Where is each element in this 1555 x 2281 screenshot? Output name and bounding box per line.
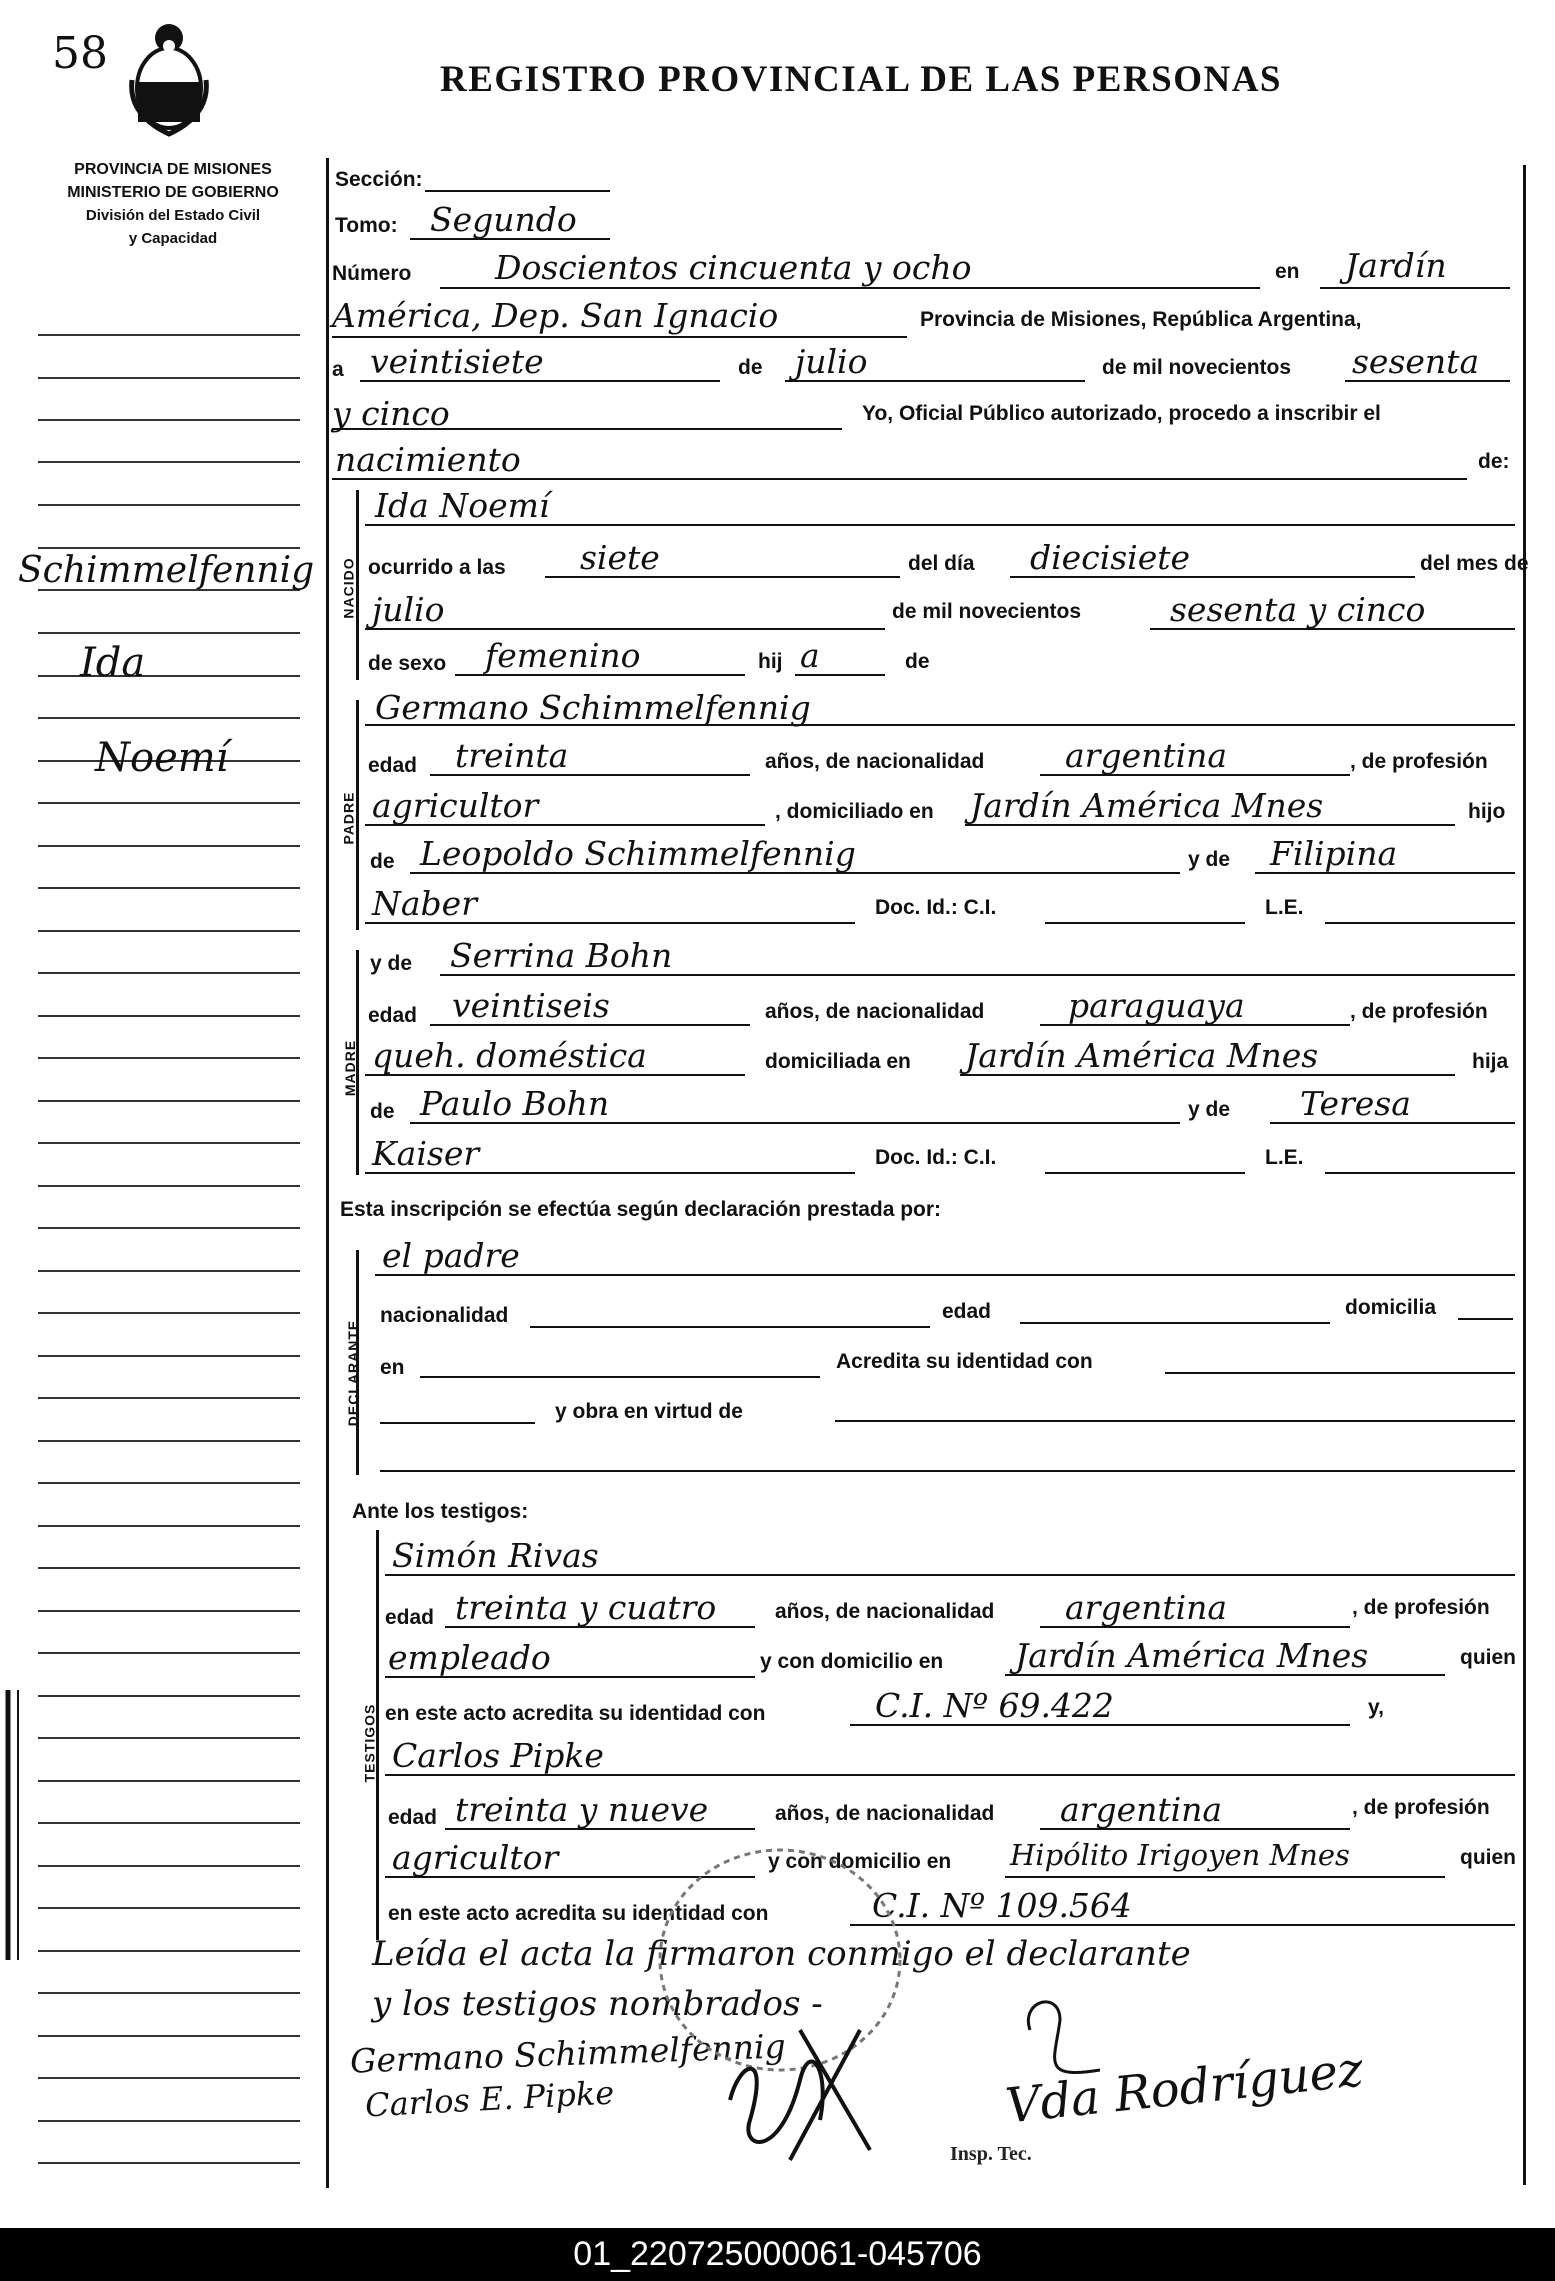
madre-de-label: de xyxy=(370,1100,395,1123)
numero-value: Doscientos cincuenta y ocho xyxy=(495,248,972,287)
madre-edad-value: veintiseis xyxy=(452,986,610,1025)
madre-edad-line xyxy=(430,1024,750,1026)
section-declarante: DECLARANTE xyxy=(345,1319,362,1427)
padre-nac-value: argentina xyxy=(1065,736,1228,775)
madre-doc-label: Doc. Id.: C.I. xyxy=(875,1146,997,1169)
t2-dom-label: y con domicilio en xyxy=(768,1850,952,1873)
decl-line3 xyxy=(380,1422,535,1424)
madre-prof-label: , de profesión xyxy=(1350,1000,1488,1023)
abuela-m2-value: Kaiser xyxy=(372,1134,480,1173)
org-line: MINISTERIO DE GOBIERNO xyxy=(67,184,279,201)
t1-prof-line xyxy=(385,1676,755,1678)
dia-line xyxy=(360,380,720,382)
del-dia-label: del día xyxy=(908,552,975,575)
del-mes-label: del mes de xyxy=(1420,552,1529,575)
padre-edad-value: treinta xyxy=(455,736,569,775)
mes-nac-value: julio xyxy=(372,590,445,629)
t1-ci-value: C.I. Nº 69.422 xyxy=(875,1686,1114,1725)
provincia-label: Provincia de Misiones, República Argentina, xyxy=(920,308,1362,331)
abuelo-m-value: Paulo Bohn xyxy=(420,1084,610,1123)
de-mil-nac-label: de mil novecientos xyxy=(892,600,1082,623)
t1-edad-line xyxy=(445,1626,755,1628)
margin-secondname: Noemí xyxy=(95,735,229,781)
nombre-line xyxy=(365,524,1515,526)
seccion-label: Sección: xyxy=(335,168,423,191)
ocurrido-label: ocurrido a las xyxy=(368,556,506,579)
t1-quien-label: quien xyxy=(1460,1646,1516,1669)
t1-nac-value: argentina xyxy=(1065,1588,1228,1627)
form-right-border xyxy=(1523,165,1526,2185)
de-mil-label: de mil novecientos xyxy=(1102,356,1292,379)
madre-line xyxy=(440,974,1515,976)
cierre-line1: Leída el acta la firmaron conmigo el declarante xyxy=(372,1934,1191,1974)
padre-nac-line xyxy=(1040,774,1350,776)
signature-declarante: Germano Schimmelfennig xyxy=(349,2026,787,2081)
signature-oficial: Vda Rodríguez xyxy=(1003,2041,1366,2135)
decl-en-label: en xyxy=(380,1356,405,1379)
domicilia-label: domicilia xyxy=(1345,1296,1437,1319)
lugar2-value: América, Dep. San Ignacio xyxy=(332,296,779,335)
ci-line xyxy=(1045,922,1245,924)
lugar-line xyxy=(1320,287,1510,289)
acto-line xyxy=(332,478,1467,480)
madre-nac-label: años, de nacionalidad xyxy=(765,1000,985,1023)
decl-dom-line xyxy=(1458,1318,1513,1320)
y-de-label: y de xyxy=(1188,848,1231,871)
padre-dom-line xyxy=(965,824,1455,826)
hora-value: siete xyxy=(580,538,660,577)
ante-testigos-label: Ante los testigos: xyxy=(352,1500,529,1523)
domiciliada-label: domiciliada en xyxy=(765,1050,911,1073)
de2-label: de xyxy=(905,650,930,673)
yo-oficial-label: Yo, Oficial Público autorizado, procedo a inscribir el xyxy=(862,402,1381,425)
hora-line xyxy=(545,576,900,578)
nacionalidad-label: nacionalidad xyxy=(380,1304,509,1327)
tomo-line xyxy=(410,238,610,240)
a-label: a xyxy=(332,358,344,381)
sexo-line xyxy=(455,674,745,676)
cierre-line2: y los testigos nombrados - xyxy=(372,1984,823,2024)
t1-edad-label: edad xyxy=(385,1606,435,1629)
section-testigos: TESTIGOS xyxy=(361,1703,378,1783)
t1-nac-line xyxy=(1040,1626,1350,1628)
padre-edad-label: edad xyxy=(368,754,418,777)
section-nacido: NACIDO xyxy=(340,557,357,619)
de-colon-label: de: xyxy=(1478,450,1510,473)
decl-line4 xyxy=(380,1470,1515,1472)
anio-nac-line xyxy=(1150,628,1515,630)
padre-line xyxy=(365,724,1515,726)
abuelo-value: Leopoldo Schimmelfennig xyxy=(420,834,856,873)
t2-value: Carlos Pipke xyxy=(392,1736,604,1775)
t1-prof-label: , de profesión xyxy=(1352,1596,1490,1619)
padre-edad-line xyxy=(430,774,750,776)
padre-de-label: de xyxy=(370,850,395,873)
t2-quien-label: quien xyxy=(1460,1846,1516,1869)
t2-nac-value: argentina xyxy=(1060,1790,1223,1829)
acredita-label: Acredita su identidad con xyxy=(836,1350,1093,1373)
madre-nac-line xyxy=(1040,1024,1350,1026)
anio1-value: sesenta xyxy=(1352,342,1480,381)
seal-and-scribbles xyxy=(500,1820,1400,2220)
mes-value: julio xyxy=(795,342,868,381)
y-coma-label: y, xyxy=(1368,1696,1384,1719)
decl-nac-line xyxy=(530,1326,930,1328)
t1-value: Simón Rivas xyxy=(392,1536,599,1575)
t1-acredita-label: en este acto acredita su identidad con xyxy=(385,1702,766,1725)
section-padre: PADRE xyxy=(340,791,357,845)
abuela2-line xyxy=(365,922,855,924)
tomo-label: Tomo: xyxy=(335,214,398,237)
abuela2-value: Naber xyxy=(372,884,477,923)
madre-y-de2-label: y de xyxy=(1188,1098,1231,1121)
anio2-line xyxy=(332,428,842,430)
page-number: 58 xyxy=(52,28,108,79)
hija-label: hija xyxy=(1472,1050,1509,1073)
obra-line xyxy=(835,1420,1515,1422)
doc-id-label: Doc. Id.: C.I. xyxy=(875,896,997,919)
domiciliado-label: , domiciliado en xyxy=(775,800,934,823)
t2-dom-value: Hipólito Irigoyen Mnes xyxy=(1010,1838,1350,1872)
madre-prof-line xyxy=(365,1074,745,1076)
madre-dom-line xyxy=(960,1074,1455,1076)
acto-value: nacimiento xyxy=(335,440,521,479)
le-line xyxy=(1325,922,1515,924)
t1-ci-line xyxy=(850,1724,1350,1726)
abuela1-value: Filipina xyxy=(1270,834,1398,873)
madre-nac-value: paraguaya xyxy=(1068,986,1245,1025)
numero-line xyxy=(440,287,1260,289)
t2-line xyxy=(385,1774,1515,1776)
le-label: L.E. xyxy=(1265,896,1304,919)
lugar2-line xyxy=(332,336,907,338)
nombre-value: Ida Noemí xyxy=(375,486,550,525)
padre-prof-label: , de profesión xyxy=(1350,750,1488,773)
mes-nac-line xyxy=(365,628,885,630)
t2-edad-label: edad xyxy=(388,1806,438,1829)
margin-lines xyxy=(0,0,330,2228)
anio1-line xyxy=(1345,380,1510,382)
decl-edad-line xyxy=(1020,1322,1330,1324)
t2-edad-value: treinta y nueve xyxy=(455,1790,709,1829)
abuelo-line xyxy=(410,872,1180,874)
t1-dom-label: y con domicilio en xyxy=(760,1650,944,1673)
signature-testigo: Carlos E. Pipke xyxy=(364,2073,616,2125)
page-title: REGISTRO PROVINCIAL DE LAS PERSONAS xyxy=(440,59,1283,100)
abuelo-m-line xyxy=(410,1122,1180,1124)
decl-edad-label: edad xyxy=(942,1300,992,1323)
acredita-line xyxy=(1165,1372,1515,1374)
hijo-label: hijo xyxy=(1468,800,1506,823)
decl-en-line xyxy=(420,1376,820,1378)
tomo-value: Segundo xyxy=(430,200,577,239)
dia-value: veintisiete xyxy=(370,342,544,381)
org-line: y Capacidad xyxy=(128,230,218,247)
form-left-border xyxy=(326,158,329,2188)
t1-dom-line xyxy=(1005,1674,1445,1676)
svg-text:Insp. Tec.: Insp. Tec. xyxy=(950,2143,1032,2165)
t1-prof-value: empleado xyxy=(388,1638,551,1677)
madre-edad-label: edad xyxy=(368,1004,418,1027)
abuela-m1-value: Teresa xyxy=(1300,1084,1411,1123)
madre-y-de-label: y de xyxy=(370,952,413,975)
en-label: en xyxy=(1275,260,1300,283)
t1-line xyxy=(385,1574,1515,1576)
declarante-line xyxy=(375,1274,1515,1276)
section-madre: MADRE xyxy=(342,1039,359,1097)
padre-dom-value: Jardín América Mnes xyxy=(970,786,1324,825)
t1-dom-value: Jardín América Mnes xyxy=(1015,1636,1369,1675)
padre-nac-label: años, de nacionalidad xyxy=(765,750,985,773)
obra-label: y obra en virtud de xyxy=(555,1400,743,1423)
madre-value: Serrina Bohn xyxy=(450,936,673,975)
org-line: División del Estado Civil xyxy=(85,207,261,224)
t2-nac-label: años, de nacionalidad xyxy=(775,1802,995,1825)
seccion-line xyxy=(425,190,610,192)
hija-a-value: a xyxy=(800,636,820,675)
numero-label: Número xyxy=(332,262,412,285)
t1-nac-label: años, de nacionalidad xyxy=(775,1600,995,1623)
abuela-m1-line xyxy=(1270,1122,1515,1124)
dia-nac-value: diecisiete xyxy=(1030,538,1191,577)
hij-label: hij xyxy=(758,650,783,673)
mes-line xyxy=(785,380,1085,382)
padre-prof-value: agricultor xyxy=(372,786,539,825)
madre-prof-value: queh. doméstica xyxy=(372,1036,647,1075)
t2-prof-label: , de profesión xyxy=(1352,1796,1490,1819)
margin-firstname: Ida xyxy=(80,640,146,686)
abuela-m2-line xyxy=(365,1172,855,1174)
sexo-label: de sexo xyxy=(368,652,447,675)
declarante-value: el padre xyxy=(382,1236,520,1275)
t2-acredita-label: en este acto acredita su identidad con xyxy=(388,1902,769,1925)
de-label: de xyxy=(738,356,763,379)
madre-dom-value: Jardín América Mnes xyxy=(965,1036,1319,1075)
madre-le-label: L.E. xyxy=(1265,1146,1304,1169)
dia-nac-line xyxy=(1010,576,1415,578)
sexo-value: femenino xyxy=(485,636,641,675)
anio-nac-value: sesenta y cinco xyxy=(1170,590,1426,629)
org-line: PROVINCIA DE MISIONES xyxy=(74,161,272,178)
declaracion-label: Esta inscripción se efectúa según declaración prestada por: xyxy=(340,1198,942,1221)
anio2-value: y cinco xyxy=(332,394,450,433)
t1-edad-value: treinta y cuatro xyxy=(455,1588,717,1627)
t2-ci-value: C.I. Nº 109.564 xyxy=(872,1886,1132,1925)
lugar-value: Jardín xyxy=(1345,246,1447,285)
file-id-footer: 01_220725000061-045706 xyxy=(0,2228,1555,2281)
hija-line xyxy=(795,674,885,676)
t2-prof-value: agricultor xyxy=(392,1838,559,1877)
madre-ci-line xyxy=(1045,1172,1245,1174)
madre-le-line xyxy=(1325,1172,1515,1174)
padre-value: Germano Schimmelfennig xyxy=(375,688,811,727)
abuela1-line xyxy=(1255,872,1515,874)
margin-surname: Schimmelfennig xyxy=(18,550,315,591)
padre-prof-line xyxy=(365,824,765,826)
